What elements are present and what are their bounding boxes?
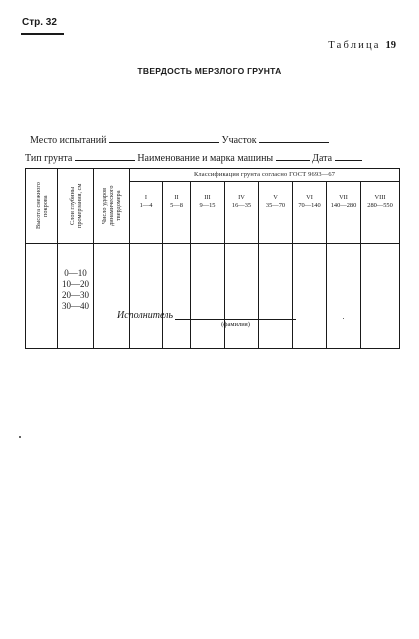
class-header-8 — [361, 182, 400, 244]
depth-value: 10—20 — [62, 279, 89, 289]
class-header-6 — [293, 182, 327, 244]
cell-depths — [58, 244, 94, 349]
header-snow-height — [26, 169, 58, 244]
cell-class-3[interactable] — [191, 244, 225, 349]
signature-line[interactable] — [175, 319, 296, 320]
cell-snow[interactable] — [26, 244, 58, 349]
class-roman: I — [144, 194, 148, 201]
class-header-3 — [191, 182, 225, 244]
header-blow-count-text: Число ударов динамического твердомера — [101, 185, 122, 227]
signature-caption: (фамилия) — [221, 321, 250, 328]
plot-label: Участок — [221, 135, 257, 146]
table-number: 19 — [385, 40, 396, 51]
depth-value: 20—30 — [62, 290, 89, 300]
data-row — [26, 244, 400, 349]
cell-class-6[interactable] — [293, 244, 327, 349]
header-blow-count — [94, 169, 130, 244]
header-freeze-layers — [58, 169, 94, 244]
form-line-soil — [25, 150, 362, 164]
class-header-4 — [225, 182, 259, 244]
header-snow-height-text: Высота снежного покрова — [34, 182, 49, 230]
cell-class-1[interactable] — [130, 244, 163, 349]
class-range: 140—280 — [330, 202, 357, 209]
header-classification: Классификация грунта согласно ГОСТ 9693—67 — [130, 169, 400, 182]
soil-type-label: Тип грунта — [25, 153, 73, 164]
class-range: 70—140 — [298, 202, 321, 209]
class-range: 1—4 — [139, 202, 153, 209]
form-line-site — [30, 132, 329, 146]
class-roman: IV — [238, 194, 245, 201]
machine-field[interactable] — [276, 150, 310, 161]
cell-class-4[interactable] — [225, 244, 259, 349]
class-range: 9—15 — [199, 202, 216, 209]
page-number: Стр. 32 — [22, 17, 57, 28]
cell-class-2[interactable] — [163, 244, 191, 349]
class-roman: VIII — [374, 194, 386, 201]
page-number-rule — [21, 33, 64, 35]
soil-type-field[interactable] — [75, 150, 135, 161]
class-range: 35—70 — [265, 202, 286, 209]
stray-mark — [343, 318, 344, 319]
signature-label: Исполнитель — [117, 310, 174, 321]
class-range: 280—550 — [367, 202, 393, 209]
class-roman: V — [273, 194, 278, 201]
class-header-2 — [163, 182, 191, 244]
date-field[interactable] — [335, 150, 362, 161]
header-freeze-layers-text: Слои глубины промерзания, см — [68, 183, 83, 229]
class-range: 16—35 — [231, 202, 252, 209]
depth-value: 0—10 — [64, 268, 87, 278]
table-label-text: Таблица — [328, 40, 381, 51]
cell-blows[interactable] — [94, 244, 130, 349]
stray-mark — [19, 436, 21, 438]
class-header-1 — [130, 182, 163, 244]
class-roman: VII — [339, 194, 348, 201]
test-site-field[interactable] — [109, 132, 219, 143]
class-roman: II — [174, 194, 179, 201]
class-roman: VI — [306, 194, 313, 201]
cell-class-5[interactable] — [259, 244, 293, 349]
table-label — [328, 40, 396, 51]
plot-field[interactable] — [259, 132, 329, 143]
depth-value: 30—40 — [62, 301, 89, 311]
class-range: 5—8 — [170, 202, 183, 209]
class-header-5 — [259, 182, 293, 244]
date-label: Дата — [312, 153, 333, 164]
document-title: ТВЕРДОСТЬ МЕРЗЛОГО ГРУНТА — [137, 66, 282, 76]
machine-label: Наименование и марка машины — [137, 153, 274, 164]
test-site-label: Место испытаний — [30, 135, 107, 146]
class-roman: III — [204, 194, 211, 201]
cell-class-7[interactable] — [327, 244, 361, 349]
cell-class-8[interactable] — [361, 244, 400, 349]
class-header-7 — [327, 182, 361, 244]
